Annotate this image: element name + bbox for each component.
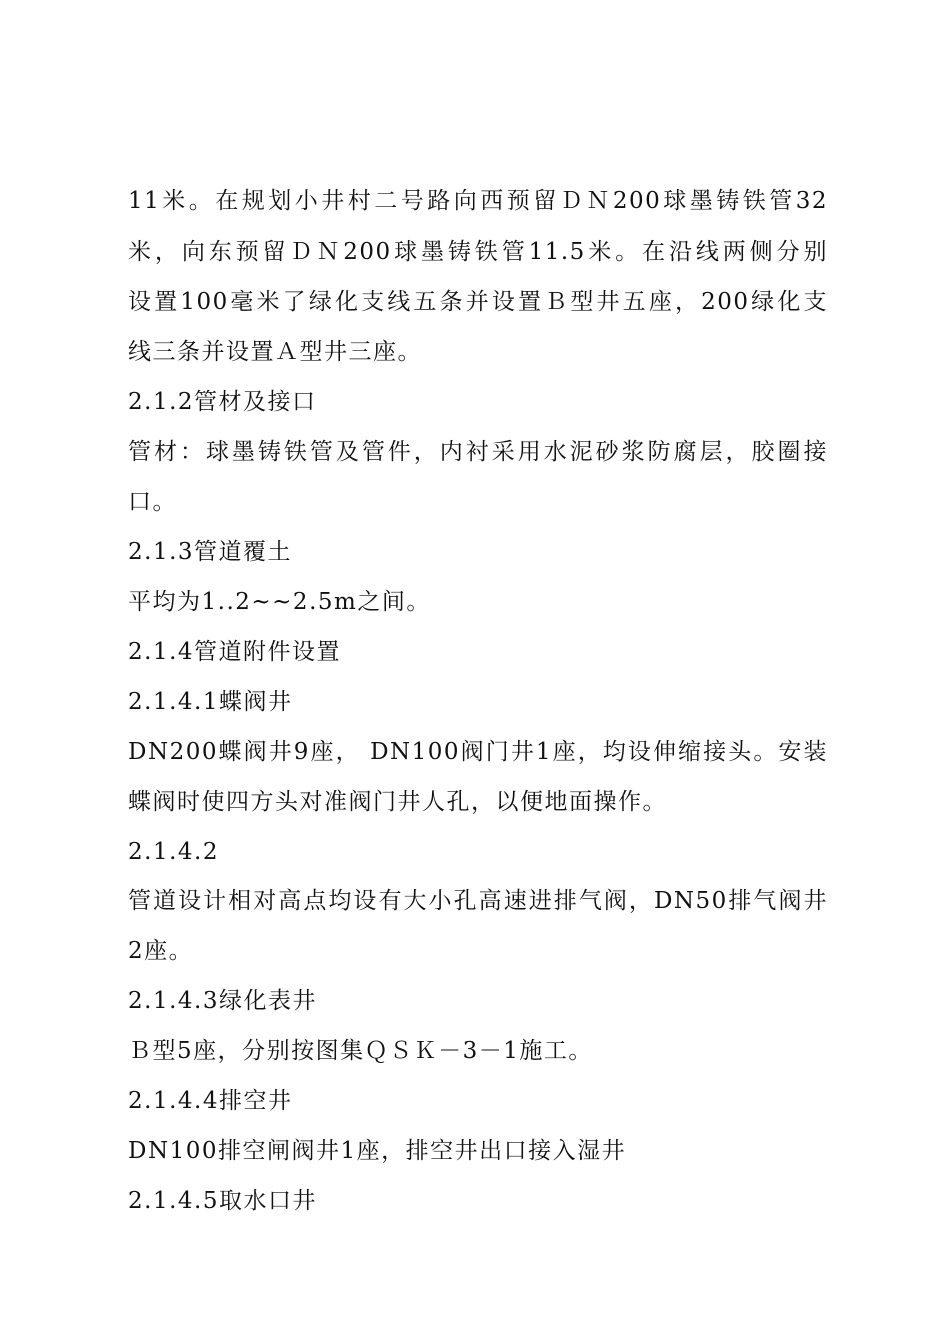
section-heading: 2.1.4.2 xyxy=(128,839,219,865)
paragraph-line: 米，向东预留ＤＮ200球墨铸铁管11.5米。在沿线两侧分别 xyxy=(128,239,828,265)
paragraph-line: 管材：球墨铸铁管及管件，内衬采用水泥砂浆防腐层，胶圈接 xyxy=(128,439,828,465)
paragraph-line: 蝶阀时使四方头对准阀门井人孔，以便地面操作。 xyxy=(128,789,667,815)
paragraph-line: Ｂ型5座，分别按图集ＱＳＫ－3－1施工。 xyxy=(128,1038,593,1064)
paragraph-line: DN100排空闸阀井1座，排空井出口接入湿井 xyxy=(128,1138,627,1164)
section-heading: 2.1.4.1蝶阀井 xyxy=(128,689,293,715)
section-heading: 2.1.4.3绿化表井 xyxy=(128,988,317,1014)
paragraph-line: 2座。 xyxy=(128,938,194,964)
section-heading: 2.1.2管材及接口 xyxy=(128,389,317,415)
paragraph-line: 口。 xyxy=(128,489,177,515)
paragraph-line: DN200蝶阀井9座， DN100阀门井1座，均设伸缩接头。安装 xyxy=(128,739,828,765)
paragraph-line: 管道设计相对高点均设有大小孔高速进排气阀，DN50排气阀井 xyxy=(128,888,828,914)
paragraph-line: 设置100毫米了绿化支线五条并设置Ｂ型井五座，200绿化支 xyxy=(128,289,828,315)
section-heading: 2.1.4.4排空井 xyxy=(128,1088,293,1114)
paragraph-line: 平均为1..2~~2.5m之间。 xyxy=(128,589,431,615)
paragraph-line: 11米。在规划小井村二号路向西预留ＤＮ200球墨铸铁管32 xyxy=(128,188,828,214)
section-heading: 2.1.4.5取水口井 xyxy=(128,1188,317,1214)
section-heading: 2.1.3管道覆土 xyxy=(128,539,293,565)
section-heading: 2.1.4管道附件设置 xyxy=(128,639,342,665)
paragraph-line: 线三条并设置Ａ型井三座。 xyxy=(128,339,422,365)
